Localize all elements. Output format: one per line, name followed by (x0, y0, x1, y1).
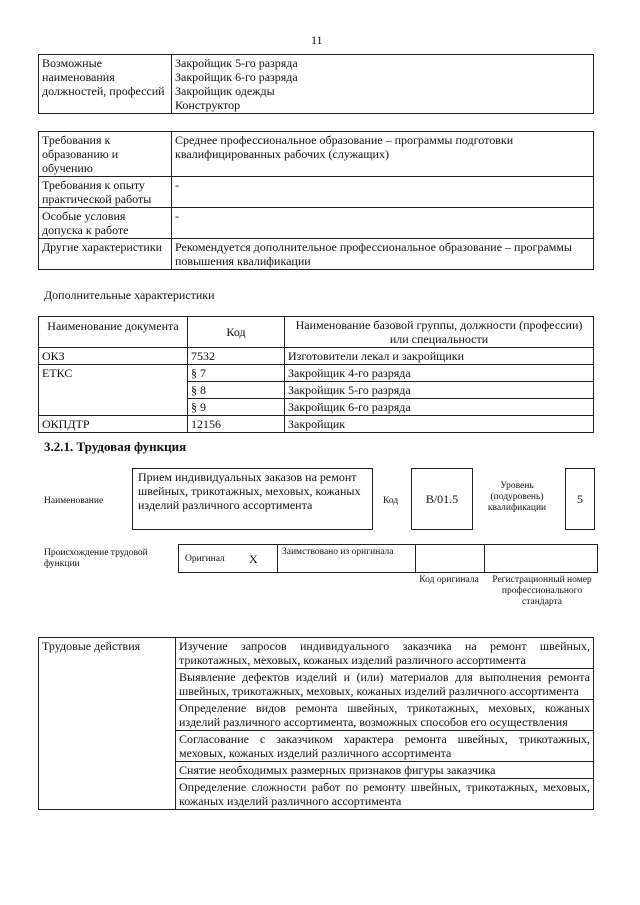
requirement-label: Особые условия допуска к работе (39, 208, 172, 239)
function-name-label: Наименование (44, 496, 104, 506)
job-title-item: Конструктор (175, 98, 241, 112)
labor-action-item: Снятие необходимых размерных признаков фигуры заказчика (176, 762, 594, 779)
origin-label: Происхождение трудовой функции (44, 548, 148, 569)
table-row (39, 365, 594, 382)
table-row (39, 208, 594, 239)
cell-name: Закройщик 6-го разряда (285, 399, 594, 416)
labor-action-item: Выявление дефектов изделий и (или) материалов для выполнения ремонта швейных, трикотажных, меховых, кожаных изделий различного ассортимента (176, 669, 594, 700)
reg-number-caption: Регистрационный номер профессионального стандарта (492, 575, 592, 607)
requirement-value: Среднее профессиональное образование – программы подготовки квалифицированных рабочих (служащих) (172, 132, 594, 177)
requirement-value: Рекомендуется дополнительное профессиональное образование – программы повышения квалификации (172, 239, 594, 270)
qualification-level-label: Уровень (подуровень) квалификации (487, 481, 547, 513)
job-titles-table (38, 54, 594, 114)
table-header-row (39, 317, 594, 348)
table-row (39, 177, 594, 208)
table-row (39, 638, 594, 669)
requirement-value: - (172, 177, 594, 208)
cell-doc: ЕТКС (39, 365, 188, 416)
origin-divider (484, 545, 485, 572)
labor-action-item: Изучение запросов индивидуального заказчика на ремонт швейных, трикотажных, меховых, кожаных изделий различного ассортимента (176, 638, 594, 669)
labor-actions-label: Трудовые действия (39, 638, 176, 810)
cell-code: § 9 (188, 399, 285, 416)
cell-code: § 8 (188, 382, 285, 399)
requirement-label: Требования к образованию и обучению (39, 132, 172, 177)
origin-divider (415, 545, 416, 572)
labor-actions-table (38, 637, 594, 810)
labor-action-item: Согласование с заказчиком характера ремонта швейных, трикотажных, меховых, кожаных изделий различного ассортимента (176, 731, 594, 762)
borrowed-label: Заимствовано из оригинала (282, 547, 394, 557)
requirement-label: Требования к опыту практической работы (39, 177, 172, 208)
table-row (39, 348, 594, 365)
original-mark: X (249, 552, 258, 566)
table-row (39, 239, 594, 270)
cell-name: Закройщик 4-го разряда (285, 365, 594, 382)
cell-doc: ОКЗ (39, 348, 188, 365)
qualification-level-value: 5 (577, 492, 583, 506)
header-document: Наименование документа (39, 317, 188, 348)
job-title-item: Закройщик 6-го разряда (175, 70, 298, 84)
cell-code: § 7 (188, 365, 285, 382)
cell-name: Изготовители лекал и закройщики (285, 348, 594, 365)
original-label: Оригинал (185, 554, 225, 564)
function-name-box (132, 468, 373, 530)
code-original-caption: Код оригинала (419, 575, 479, 585)
section-title: 3.2.1. Трудовая функция (44, 439, 187, 454)
page-number: 11 (311, 33, 323, 47)
job-titles-values (172, 55, 594, 114)
job-title-item: Закройщик одежды (175, 84, 275, 98)
cell-code: 7532 (188, 348, 285, 365)
origin-box (178, 544, 598, 573)
function-code-box (411, 468, 473, 530)
function-code-label: Код (383, 496, 399, 506)
cell-name: Закройщик 5-го разряда (285, 382, 594, 399)
requirement-value: - (172, 208, 594, 239)
function-name-value: Прием индивидуальных заказов на ремонт швейных, трикотажных, меховых, кожаных изделий различного ассортимента (138, 470, 361, 512)
header-name: Наименование базовой группы, должности (профессии) или специальности (285, 317, 594, 348)
table-row (39, 132, 594, 177)
labor-action-item: Определение видов ремонта швейных, трикотажных, меховых, кожаных изделий различного ассортимента, возможных способов его осуществления (176, 700, 594, 731)
cell-code: 12156 (188, 416, 285, 433)
function-code-value: B/01.5 (425, 492, 459, 506)
qualification-level-box (565, 468, 595, 530)
extra-characteristics-title: Дополнительные характеристики (44, 288, 215, 302)
cell-doc: ОКПДТР (39, 416, 188, 433)
cell-name: Закройщик (285, 416, 594, 433)
header-code: Код (188, 317, 285, 348)
requirement-label: Другие характеристики (39, 239, 172, 270)
extra-characteristics-table (38, 316, 594, 433)
job-titles-label: Возможные наименования должностей, профессий (39, 55, 172, 114)
labor-action-item: Определение сложности работ по ремонту швейных, трикотажных, меховых, кожаных изделий различного ассортимента (176, 779, 594, 810)
requirements-table (38, 131, 594, 270)
origin-divider (277, 545, 278, 572)
table-row (39, 416, 594, 433)
job-title-item: Закройщик 5-го разряда (175, 56, 298, 70)
